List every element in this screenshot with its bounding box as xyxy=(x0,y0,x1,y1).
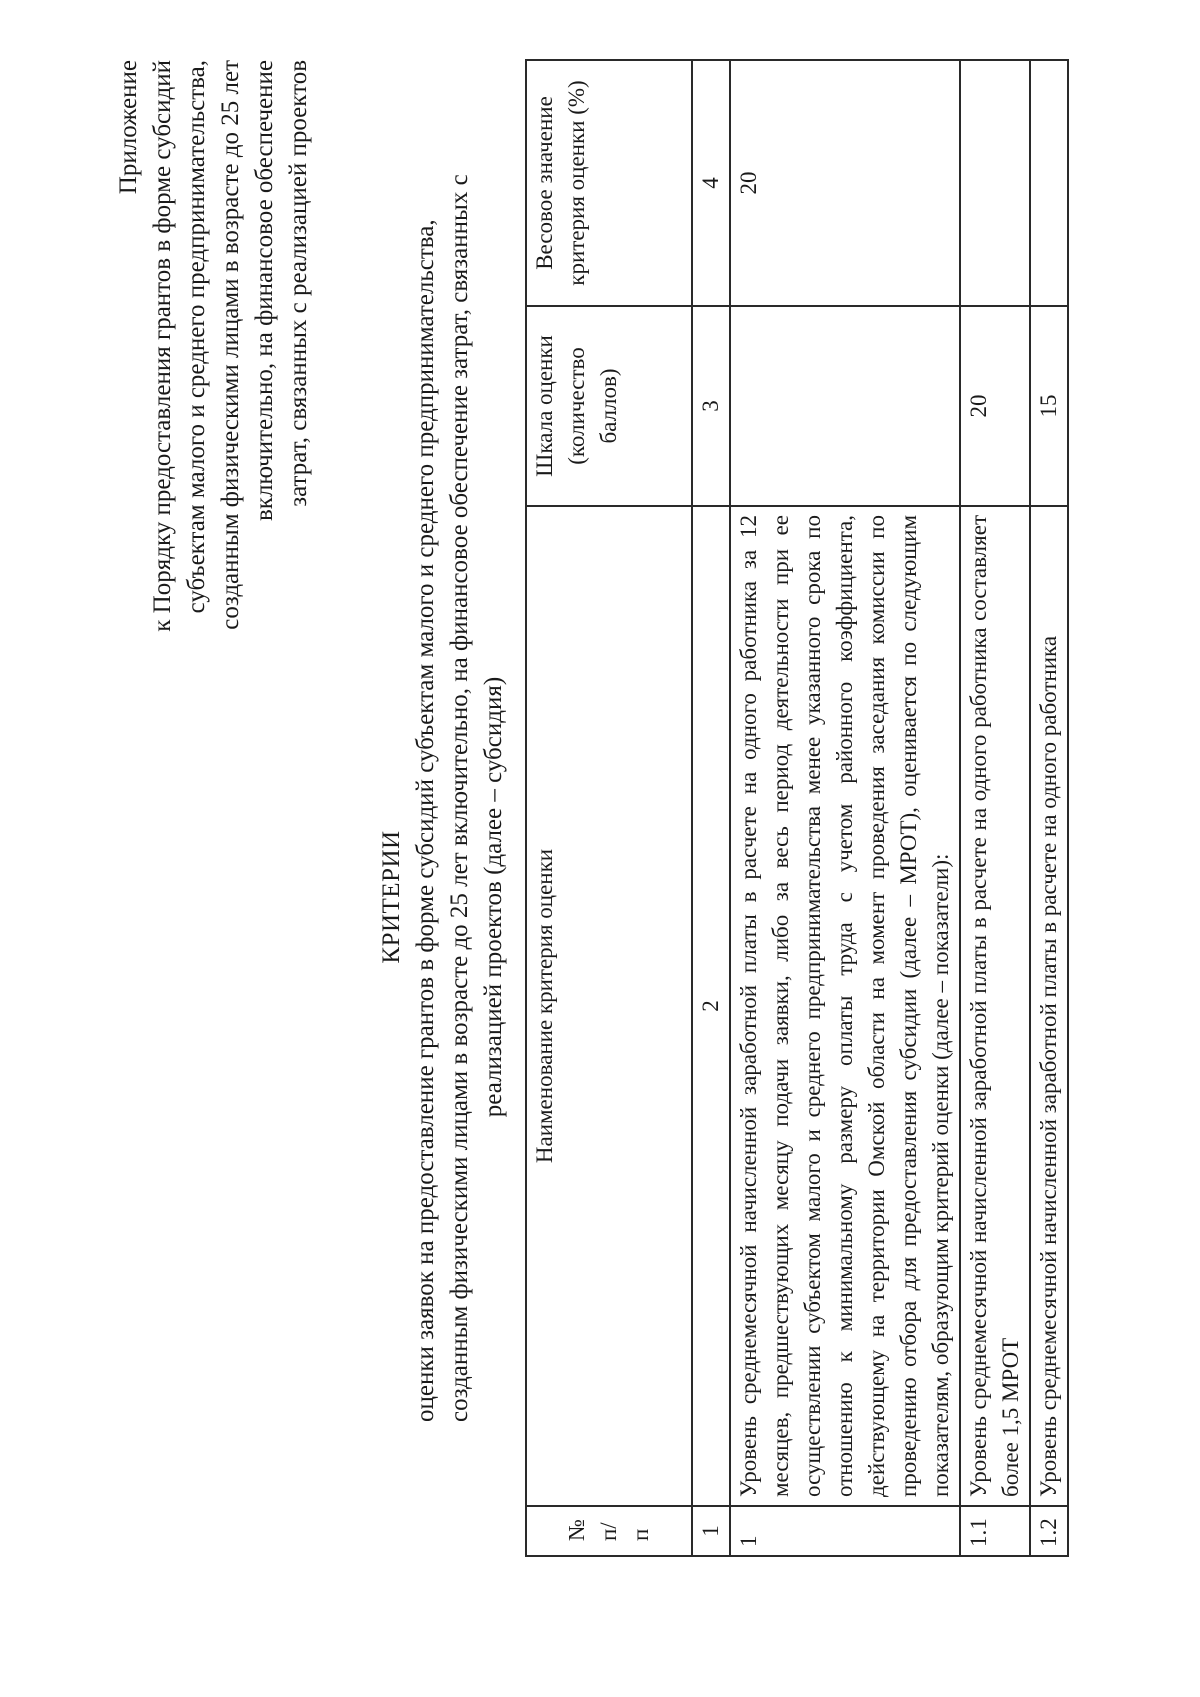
header-criterion-name: Наименование критерия оценки xyxy=(526,506,692,1506)
criterion-text: Уровень среднемесячной начисленной заработной платы в расчете на одного работника составляет более 1,5 МРОТ xyxy=(960,506,1030,1506)
document-heading xyxy=(375,174,511,1422)
score-value: 15 xyxy=(1030,306,1068,506)
table-row xyxy=(1030,60,1068,1556)
weight-value xyxy=(960,60,1030,306)
appendix-line: к Порядку предоставления грантов в форме субсидий xyxy=(149,60,176,632)
weight-value xyxy=(1030,60,1068,306)
appendix-line: Приложение xyxy=(115,60,142,195)
heading-subtitle-line: реализацией проектов (далее – субсидия) xyxy=(480,676,507,1118)
table-header-row xyxy=(526,60,692,1556)
criterion-text: Уровень среднемесячной начисленной заработной платы в расчете на одного работника за 12 месяцев, предшествующих месяцу подачи заявки, либо за весь период деятельности при ее осуществлении субъектом малого и среднего предпринимательства менее указанного срока по отношению к минимальному размеру оплаты труда с учетом районного коэффициента, действующему на территории Омской области на момент проведения заседания комиссии по проведению отбора для предоставления субсидии (далее – МРОТ), оценивается по следующим показателям, образующим критерий оценки (далее – показатели): xyxy=(730,506,960,1506)
appendix-line: включительно, на финансовое обеспечение xyxy=(251,60,278,521)
appendix-header xyxy=(112,60,316,960)
document-title: КРИТЕРИИ xyxy=(378,830,405,964)
column-number-row xyxy=(692,60,730,1556)
table-row xyxy=(960,60,1030,1556)
column-number: 1 xyxy=(692,1506,730,1556)
column-number: 3 xyxy=(692,306,730,506)
appendix-line: субъектам малого и среднего предпринимательства, xyxy=(183,60,210,614)
column-number: 4 xyxy=(692,60,730,306)
row-number: 1.2 xyxy=(1030,1506,1068,1556)
heading-subtitle-line: созданным физическими лицами в возрасте до 25 лет включительно, на финансовое обеспечение затрат, связанных с xyxy=(446,174,473,1422)
criterion-text: Уровень среднемесячной начисленной заработной платы в расчете на одного работника xyxy=(1030,506,1068,1506)
heading-subtitle-line: оценки заявок на предоставление грантов в форме субсидий субъектам малого и среднего предпринимательства, xyxy=(412,219,439,1422)
header-number: № п/п xyxy=(526,1506,692,1556)
weight-value: 20 xyxy=(730,60,960,306)
table-row xyxy=(730,60,960,1556)
criteria-table xyxy=(525,59,1069,1557)
row-number: 1 xyxy=(730,1506,960,1556)
header-weight: Весовое значение критерия оценки (%) xyxy=(526,60,692,306)
score-value xyxy=(730,306,960,506)
column-number: 2 xyxy=(692,506,730,1506)
appendix-line: созданным физическими лицами в возрасте до 25 лет xyxy=(217,60,244,630)
score-value: 20 xyxy=(960,306,1030,506)
row-number: 1.1 xyxy=(960,1506,1030,1556)
appendix-line: затрат, связанных с реализацией проектов xyxy=(285,60,312,507)
header-score-scale: Шкала оценки (количество баллов) xyxy=(526,306,692,506)
